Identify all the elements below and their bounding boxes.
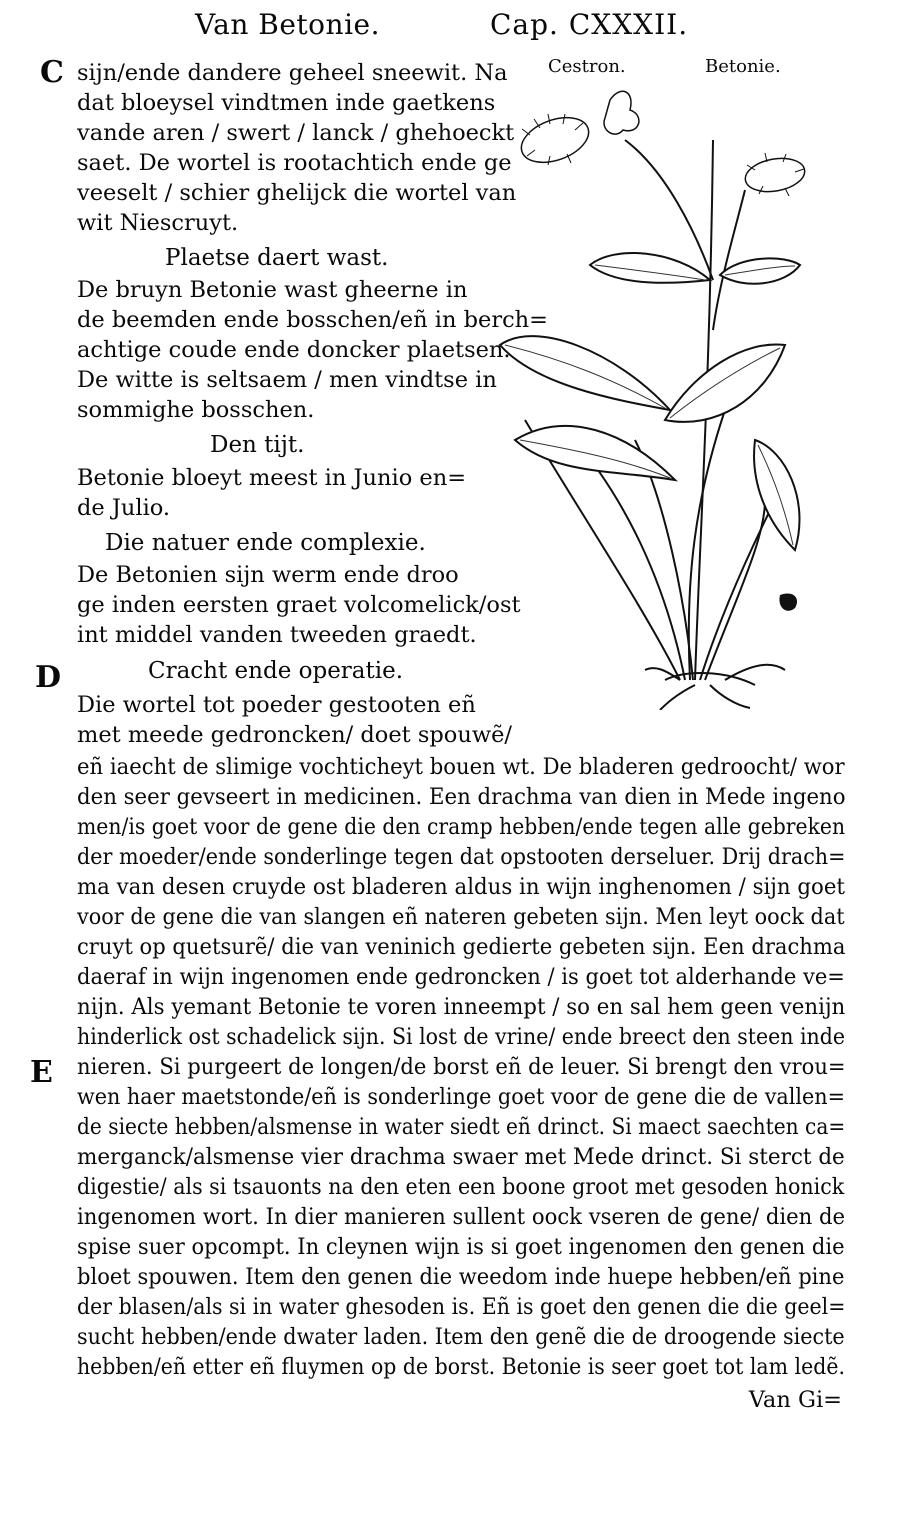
figure-label-left: Cestron. bbox=[548, 56, 626, 77]
text-line: int middel vanden tweeden graedt. bbox=[77, 622, 477, 648]
text-line: sommighe bosschen. bbox=[77, 397, 315, 423]
text-line: spise suer opcompt. In cleynen wijn is si goet ingenomen den genen die bbox=[77, 1234, 845, 1260]
section-heading-nature: Die natuer ende complexie. bbox=[105, 530, 426, 556]
text-line: cruyt op quetsurẽ/ die van veninich gedierte gebeten sijn. Een drachma bbox=[77, 934, 846, 960]
text-line: merganck/alsmense vier drachma swaer met Mede drinct. Si sterct de bbox=[77, 1144, 845, 1170]
catchword: Van Gi= bbox=[748, 1387, 842, 1413]
text-line: der moeder/ende sonderlinge tegen dat opstooten derseluer. Drij drach= bbox=[77, 844, 846, 870]
text-line: daeraf in wijn ingenomen ende gedroncken / is goet tot alderhande ve= bbox=[77, 964, 845, 990]
section-heading-time: Den tijt. bbox=[210, 432, 305, 458]
text-line: bloet spouwen. Item den genen die weedom inde huepe hebben/eñ pine bbox=[77, 1264, 845, 1290]
text-line: ma van desen cruyde ost bladeren aldus in wijn inghenomen / sijn goet bbox=[77, 874, 845, 900]
text-line: vande aren / swert / lanck / ghehoeckt bbox=[77, 120, 515, 146]
section-heading-virtues: Cracht ende operatie. bbox=[148, 658, 404, 684]
text-line: met meede gedroncken/ doet spouwẽ/ bbox=[77, 722, 512, 748]
text-line: de beemden ende bosschen/eñ in berch= bbox=[77, 307, 549, 333]
text-line: Betonie bloeyt meest in Junio en= bbox=[77, 465, 467, 491]
text-line: sijn/ende dandere geheel sneewit. Na bbox=[77, 60, 508, 86]
text-line: De Betonien sijn werm ende droo bbox=[77, 562, 459, 588]
betony-woodcut-illustration bbox=[495, 80, 825, 710]
chapter-number: Cap. CXXXII. bbox=[490, 8, 689, 41]
text-line: Die wortel tot poeder gestooten eñ bbox=[77, 692, 476, 718]
text-line: wit Niescruyt. bbox=[77, 210, 239, 236]
text-line: wen haer maetstonde/eñ is sonderlinge goet voor de gene die de vallen= bbox=[77, 1084, 845, 1110]
text-line: digestie/ als si tsauonts na den eten een boone groot met gesoden honick bbox=[77, 1174, 845, 1200]
text-line: dat bloeysel vindtmen inde gaetkens bbox=[77, 90, 496, 116]
text-line: sucht hebben/ende dwater laden. Item den genẽ die de droogende siecte bbox=[77, 1324, 845, 1350]
text-line: der blasen/als si in water ghesoden is. Eñ is goet den genen die die geel= bbox=[77, 1294, 846, 1320]
text-line: De bruyn Betonie wast gheerne in bbox=[77, 277, 468, 303]
text-line: veeselt / schier ghelijck die wortel van bbox=[77, 180, 517, 206]
text-line: saet. De wortel is rootachtich ende ge bbox=[77, 150, 512, 176]
text-line: nieren. Si purgeert de longen/de borst eñ de leuer. Si brengt den vrou= bbox=[77, 1054, 846, 1080]
text-line: ge inden eersten graet volcomelick/ost bbox=[77, 592, 521, 618]
marginal-letter-c: C bbox=[40, 55, 64, 90]
text-line: eñ iaecht de slimige vochticheyt bouen wt. De bladeren gedroocht/ wor bbox=[77, 754, 845, 780]
text-line: den seer gevseert in medicinen. Een drachma van dien in Mede ingeno bbox=[77, 784, 846, 810]
text-line: nijn. Als yemant Betonie te voren inneempt / so en sal hem geen venijn bbox=[77, 994, 846, 1020]
text-line: achtige coude ende doncker plaetsen. bbox=[77, 337, 511, 363]
running-head-title: Van Betonie. bbox=[195, 8, 380, 41]
section-heading-habitat: Plaetse daert wast. bbox=[165, 245, 389, 271]
text-line: voor de gene die van slangen eñ nateren gebeten sijn. Men leyt oock dat bbox=[77, 904, 845, 930]
text-line: ingenomen wort. In dier manieren sullent oock vseren de gene/ dien de bbox=[77, 1204, 846, 1230]
figure-label-right: Betonie. bbox=[705, 56, 781, 77]
text-line: de siecte hebben/alsmense in water siedt eñ drinct. Si maect saechten ca= bbox=[77, 1114, 846, 1140]
text-line: De witte is seltsaem / men vindtse in bbox=[77, 367, 497, 393]
marginal-letter-e: E bbox=[30, 1055, 53, 1090]
text-line: men/is goet voor de gene die den cramp hebben/ende tegen alle gebreken bbox=[77, 814, 846, 840]
marginal-letter-d: D bbox=[35, 660, 62, 695]
text-line: de Julio. bbox=[77, 495, 171, 521]
text-line: hebben/eñ etter eñ fluymen op de borst. Betonie is seer goet tot lam ledẽ. bbox=[77, 1354, 845, 1380]
text-line: hinderlick ost schadelick sijn. Si lost de vrine/ ende breect den steen inde bbox=[77, 1024, 845, 1050]
